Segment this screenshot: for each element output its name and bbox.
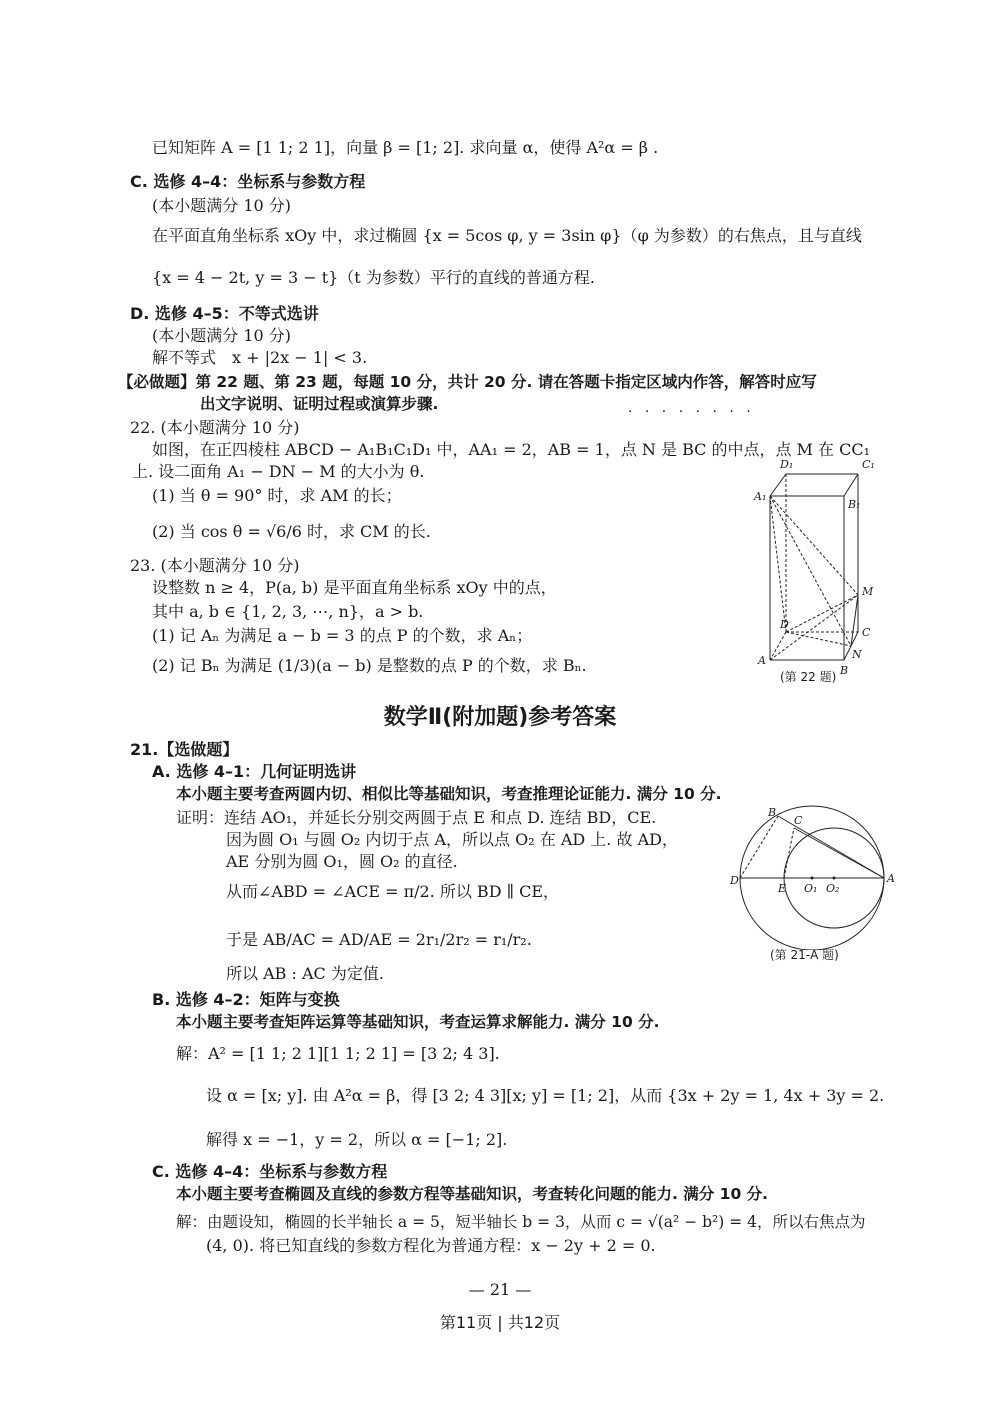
a21c-heading: C. 选修 4–4：坐标系与参数方程 [152, 1162, 388, 1181]
q22-statement-1: 如图，在正四棱柱 ABCD − A₁B₁C₁D₁ 中，AA₁ = 2，AB = 1，点 N 是 BC 的中点，点 M 在 CC₁ [152, 440, 871, 459]
emphasis-dots: · · · · · · · · [628, 404, 755, 420]
q21b-statement: 已知矩阵 A = [1 1; 2 1]，向量 β = [1; 2]. 求向量 α，使得 A²α = β . [152, 138, 659, 157]
a21c-solution-1: 解：由题设知，椭圆的长半轴长 a = 5，短半轴长 b = 3，从而 c = √(a² − b²) = 4，所以右焦点为 [176, 1213, 866, 1231]
fig22-label-M: M [862, 585, 874, 598]
a21a-proof-3: AE 分别为圆 O₁，圆 O₂ 的直径. [226, 852, 458, 871]
a21a-proof-1: 证明：连结 AO₁，并延长分别交两圆于点 E 和点 D. 连结 BD，CE. [176, 808, 657, 827]
fig22-label-C: C [862, 626, 871, 639]
a21a-proof-5: 于是 AB/AC = AD/AE = 2r₁/2r₂ = r₁/r₂. [226, 930, 532, 949]
fig21a-label-A: A [887, 872, 895, 885]
q21d-score: (本小题满分 10 分) [152, 326, 292, 345]
fig22-label-B: B [840, 664, 849, 677]
q23-part-1: (1) 记 Aₙ 为满足 a − b = 3 的点 P 的个数，求 Aₙ； [152, 626, 533, 645]
q21c-statement-1: 在平面直角坐标系 xOy 中，求过椭圆 {x = 5cos φ, y = 3sin φ}（φ 为参数）的右焦点，且与直线 [152, 226, 862, 245]
figure-22-caption: (第 22 题) [780, 670, 837, 684]
a21b-heading: B. 选修 4–2：矩阵与变换 [152, 990, 340, 1009]
a21a-proof-6: 所以 AB : AC 为定值. [226, 964, 384, 983]
fig22-label-N: N [852, 648, 862, 661]
a21a-heading: A. 选修 4–1：几何证明选讲 [152, 762, 357, 781]
fig21a-label-O2: O₂ [826, 882, 840, 895]
a21-heading: 21.【选做题】 [130, 740, 239, 759]
a21c-summary: 本小题主要考查椭圆及直线的参数方程等基础知识，考查转化问题的能力. 满分 10 分. [176, 1185, 769, 1203]
figure-21a-caption: (第 21-A 题) [770, 948, 839, 962]
a21b-solution-2: 设 α = [x; y]. 由 A²α = β，得 [3 2; 4 3][x; y] = [1; 2]，从而 {3x + 2y = 1, 4x + 3y = 2. [206, 1086, 885, 1105]
page-number: — 21 — [468, 1280, 532, 1299]
fig21a-label-D: D [730, 874, 739, 887]
a21c-solution-2: (4, 0). 将已知直线的参数方程化为普通方程：x − 2y + 2 = 0. [206, 1236, 656, 1255]
q21c-heading: C. 选修 4–4：坐标系与参数方程 [130, 172, 366, 191]
q22-statement-2: 上. 设二面角 A₁ − DN − M 的大小为 θ. [132, 462, 425, 481]
fig21a-label-E: E [778, 882, 787, 895]
fig22-label-D: D [780, 618, 789, 631]
fig22-label-A: A [758, 654, 766, 667]
q22-part-1: (1) 当 θ = 90° 时，求 AM 的长； [152, 486, 402, 505]
q23-heading: 23. (本小题满分 10 分) [130, 556, 300, 575]
a21a-summary: 本小题主要考查两圆内切、相似比等基础知识，考查推理论证能力. 满分 10 分. [176, 785, 722, 803]
a21a-proof-4: 从而∠ABD = ∠ACE = π/2. 所以 BD ∥ CE， [226, 882, 560, 901]
q21d-statement: 解不等式 x + |2x − 1| < 3. [152, 348, 368, 367]
fig22-label-B1: B₁ [848, 498, 861, 511]
fig22-label-D1: D₁ [780, 458, 794, 471]
answers-title: 数学Ⅱ(附加题)参考答案 [383, 705, 617, 730]
q23-statement-2: 其中 a, b ∈ {1, 2, 3, ⋯, n}，a > b. [152, 602, 424, 621]
q22-part-2: (2) 当 cos θ = √6/6 时，求 CM 的长. [152, 522, 431, 541]
q21c-score: (本小题满分 10 分) [152, 196, 292, 215]
q23-part-2: (2) 记 Bₙ 为满足 (1/3)(a − b) 是整数的点 P 的个数，求 Bₙ. [152, 656, 587, 675]
figure-22-prism [740, 450, 890, 690]
fig22-label-A1: A₁ [754, 490, 767, 503]
fig21a-label-O1: O₁ [804, 882, 818, 895]
a21b-solution-1: 解：A² = [1 1; 2 1][1 1; 2 1] = [3 2; 4 3]. [176, 1044, 500, 1063]
figure-21a-circles [730, 800, 900, 950]
q21d-heading: D. 选修 4–5：不等式选讲 [130, 304, 319, 323]
q21c-statement-2: {x = 4 − 2t, y = 3 − t}（t 为参数）平行的直线的普通方程. [152, 268, 595, 287]
required-instructions-1: 【必做题】第 22 题、第 23 题，每题 10 分，共计 20 分. 请在答题卡指定区域内作答，解答时应写 [118, 373, 817, 391]
q23-statement-1: 设整数 n ≥ 4，P(a, b) 是平面直角坐标系 xOy 中的点， [152, 578, 557, 597]
fig22-label-C1: C₁ [862, 458, 875, 471]
a21b-summary: 本小题主要考查矩阵运算等基础知识，考查运算求解能力. 满分 10 分. [176, 1013, 660, 1031]
a21b-solution-3: 解得 x = −1，y = 2，所以 α = [−1; 2]. [206, 1130, 508, 1149]
q22-heading: 22. (本小题满分 10 分) [130, 418, 300, 437]
page-footer: 第11页 | 共12页 [439, 1313, 561, 1332]
fig21a-label-B: B [768, 806, 777, 819]
fig21a-label-C: C [794, 814, 803, 827]
required-instructions-2: 出文字说明、证明过程或演算步骤. [200, 395, 439, 413]
a21a-proof-2: 因为圆 O₁ 与圆 O₂ 内切于点 A，所以点 O₂ 在 AD 上. 故 AD， [226, 830, 678, 849]
